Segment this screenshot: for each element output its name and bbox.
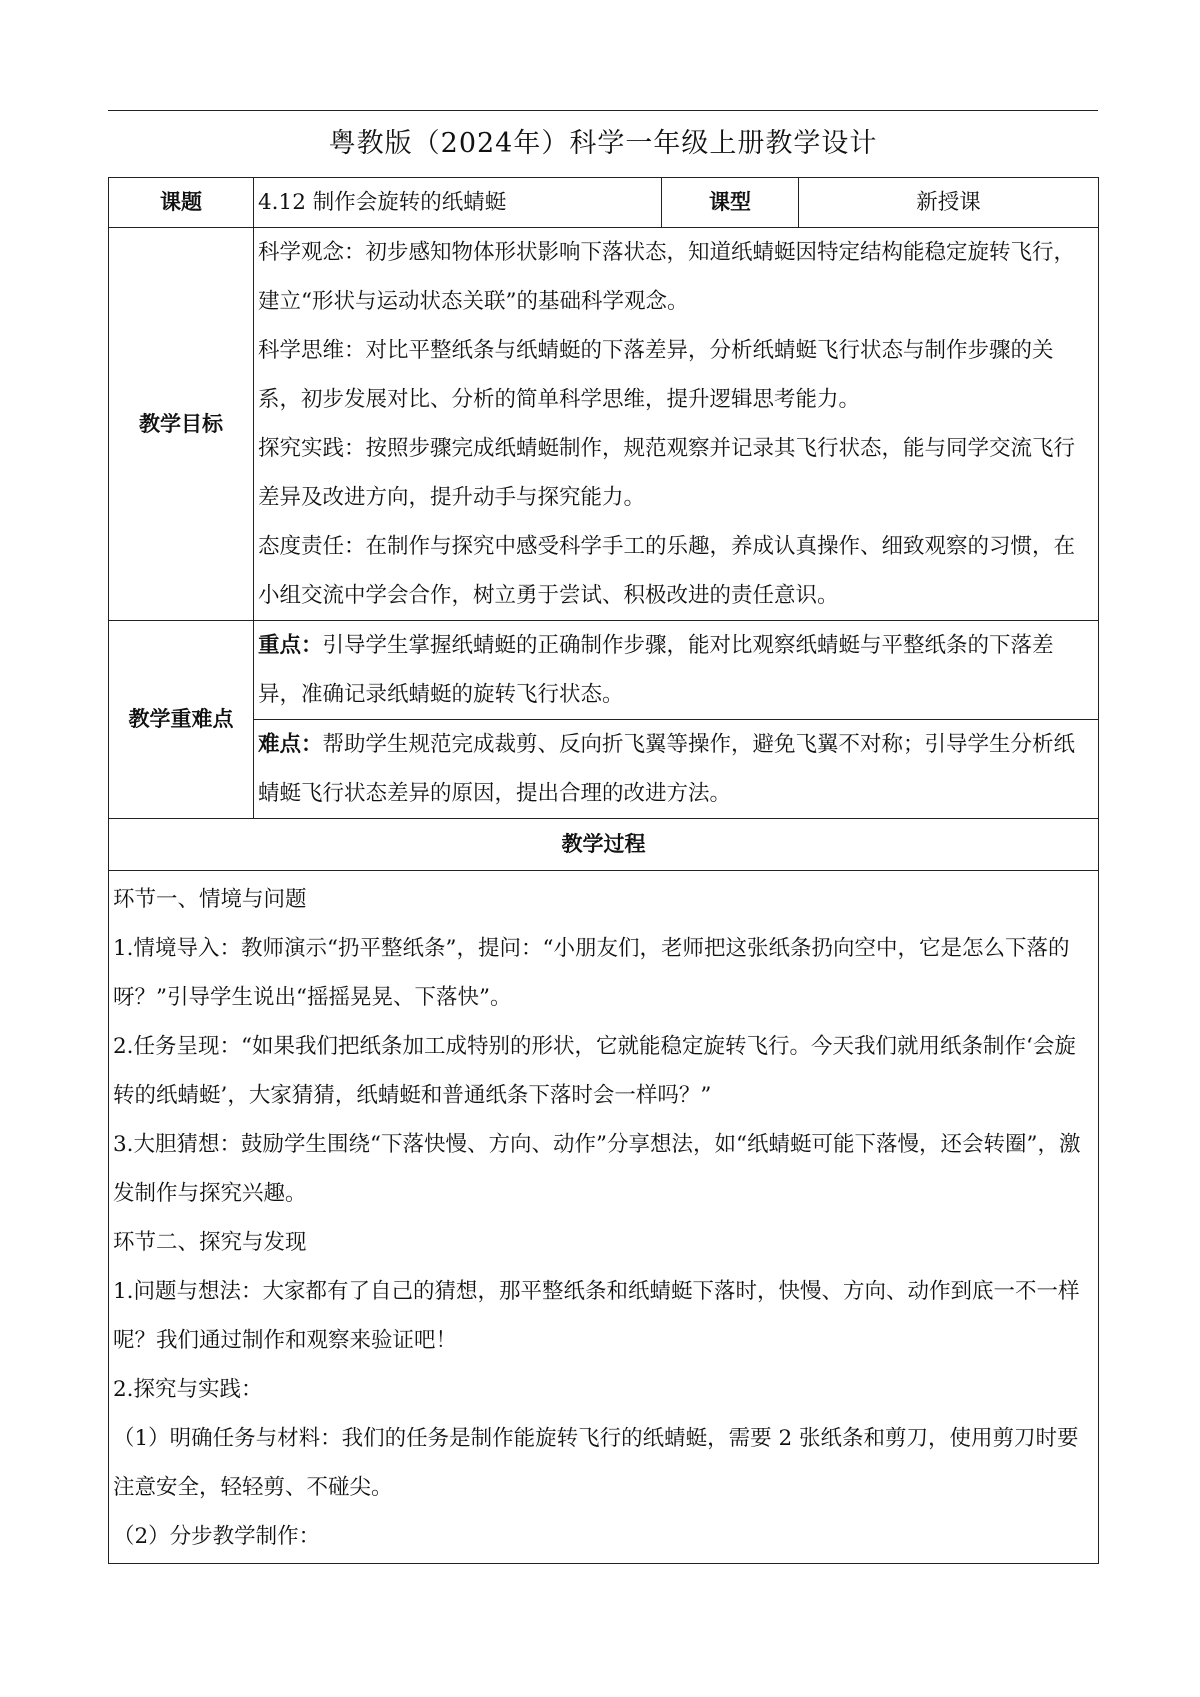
- process-row: [109, 871, 1099, 1564]
- process-stage-2-title: 环节二、探究与发现: [113, 1230, 307, 1255]
- process-heading-row: [109, 819, 1099, 871]
- objectives-content: [254, 228, 1099, 621]
- key-point-content: [254, 621, 1099, 720]
- process-line: （1）明确任务与材料：我们的任务是制作能旋转飞行的纸蜻蜓，需要 2 张纸条和剪刀，使用剪刀时要注意安全，轻轻剪、不碰尖。: [113, 1426, 1079, 1500]
- objective-concept: 科学观念：初步感知物体形状影响下落状态，知道纸蜻蜓因特定结构能稳定旋转飞行，建立“形状与运动状态关联”的基础科学观念。: [258, 240, 1076, 314]
- key-points-label: 教学重难点: [109, 621, 254, 819]
- objective-attitude: 态度责任：在制作与探究中感受科学手工的乐趣，养成认真操作、细致观察的习惯，在小组交流中学会合作，树立勇于尝试、积极改进的责任意识。: [258, 534, 1076, 608]
- objectives-label: 教学目标: [109, 228, 254, 621]
- process-line: （2）分步教学制作：: [113, 1524, 321, 1549]
- difficult-point-row: [109, 720, 1099, 819]
- type-value: 新授课: [799, 178, 1099, 228]
- key-point-lead: 重点：: [258, 633, 323, 658]
- process-line: 2.探究与实践：: [113, 1377, 263, 1402]
- type-label: 课型: [662, 178, 799, 228]
- document-title: 粤教版（2024年）科学一年级上册教学设计: [328, 128, 878, 159]
- key-point-row: [109, 621, 1099, 720]
- difficult-point-text: 帮助学生规范完成裁剪、反向折飞翼等操作，避免飞翼不对称；引导学生分析纸蜻蜓飞行状态差异的原因，提出合理的改进方法。: [258, 732, 1076, 806]
- difficult-point-lead: 难点：: [258, 732, 323, 757]
- topic-value: 4.12 制作会旋转的纸蜻蜓: [254, 178, 662, 228]
- top-rule: [108, 110, 1098, 111]
- lesson-plan-table: [108, 177, 1099, 1564]
- key-point-text: 引导学生掌握纸蜻蜓的正确制作步骤，能对比观察纸蜻蜓与平整纸条的下落差异，准确记录纸蜻蜓的旋转飞行状态。: [258, 633, 1054, 707]
- difficult-point-content: [254, 720, 1099, 819]
- process-line: 3.大胆猜想：鼓励学生围绕“下落快慢、方向、动作”分享想法，如“纸蜻蜓可能下落慢，还会转圈”，激发制作与探究兴趣。: [113, 1132, 1081, 1206]
- objectives-row: [109, 228, 1099, 621]
- process-line: 2.任务呈现：“如果我们把纸条加工成特别的形状，它就能稳定旋转飞行。今天我们就用纸条制作‘会旋转的纸蜻蜓’，大家猜猜，纸蜻蜓和普通纸条下落时会一样吗？”: [113, 1034, 1076, 1108]
- process-stage-1-title: 环节一、情境与问题: [113, 887, 307, 912]
- header-row: [109, 178, 1099, 228]
- process-content: [109, 871, 1099, 1564]
- objective-thinking: 科学思维：对比平整纸条与纸蜻蜓的下落差异，分析纸蜻蜓飞行状态与制作步骤的关系，初步发展对比、分析的简单科学思维，提升逻辑思考能力。: [258, 338, 1054, 412]
- process-line: 1.情境导入：教师演示“扔平整纸条”，提问：“小朋友们，老师把这张纸条扔向空中，它是怎么下落的呀？”引导学生说出“摇摇晃晃、下落快”。: [113, 936, 1070, 1010]
- topic-label: 课题: [109, 178, 254, 228]
- process-line: 1.问题与想法：大家都有了自己的猜想，那平整纸条和纸蜻蜓下落时，快慢、方向、动作到底一不一样呢？我们通过制作和观察来验证吧！: [113, 1279, 1080, 1353]
- process-heading: 教学过程: [109, 819, 1099, 871]
- objective-practice: 探究实践：按照步骤完成纸蜻蜓制作，规范观察并记录其飞行状态，能与同学交流飞行差异及改进方向，提升动手与探究能力。: [258, 436, 1076, 510]
